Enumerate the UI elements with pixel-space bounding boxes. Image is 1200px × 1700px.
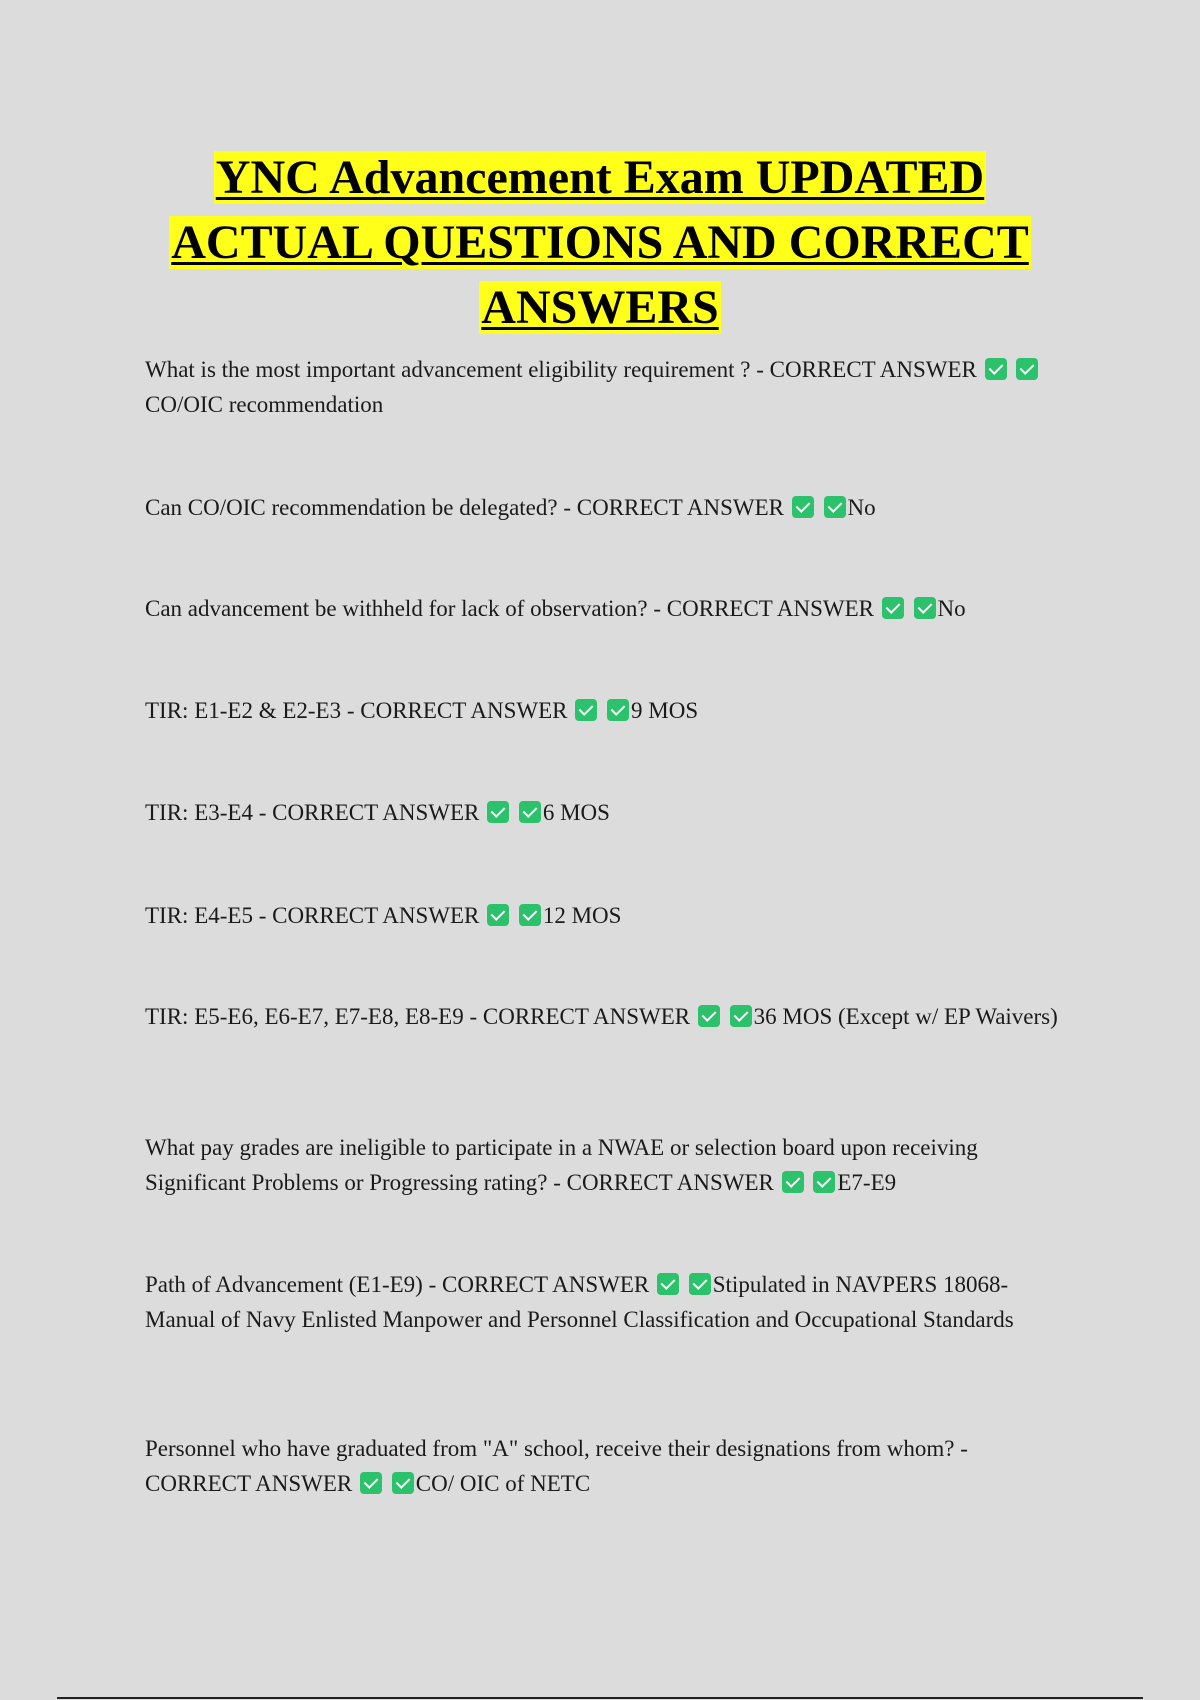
- qa-item-7: [145, 999, 1065, 1034]
- qa-item-5: [145, 795, 1065, 830]
- answer-text: 9 MOS: [631, 698, 699, 723]
- question-text: Can advancement be withheld for lack of observation? - CORRECT ANSWER: [145, 596, 875, 621]
- question-text: What pay grades are ineligible to participate in a NWAE or selection board upon receiving Significant Problems or Progressing rating? - CORRECT ANSWER: [145, 1135, 978, 1195]
- check-mark-icon: [824, 496, 846, 518]
- check-mark-icon: [698, 1005, 720, 1027]
- check-mark-icon: [519, 904, 541, 926]
- document-title: [145, 145, 1055, 340]
- qa-item-2: [145, 490, 1065, 525]
- check-mark-icon: [575, 699, 597, 721]
- document-title-text: YNC Advancement Exam UPDATED ACTUAL QUESTIONS AND CORRECT ANSWERS: [171, 151, 1029, 334]
- check-mark-icon: [487, 801, 509, 823]
- check-mark-icon: [392, 1472, 414, 1494]
- check-mark-icon: [360, 1472, 382, 1494]
- check-mark-icon: [813, 1171, 835, 1193]
- check-mark-icon: [689, 1273, 711, 1295]
- check-mark-icon: [1016, 358, 1038, 380]
- answer-text: Stipulated in NAVPERS 18068- Manual of Navy Enlisted Manpower and Personnel Classification and Occupational Standards: [145, 1272, 1014, 1332]
- question-text: TIR: E1-E2 & E2-E3 - CORRECT ANSWER: [145, 698, 568, 723]
- answer-text: 12 MOS: [542, 903, 622, 928]
- answer-text: CO/OIC recommendation: [145, 392, 384, 417]
- question-text: Can CO/OIC recommendation be delegated? - CORRECT ANSWER: [145, 495, 784, 520]
- qa-item-8: [145, 1130, 1065, 1200]
- check-mark-icon: [985, 358, 1007, 380]
- answer-text: 36 MOS (Except w/ EP Waivers): [753, 1004, 1058, 1029]
- question-text: TIR: E3-E4 - CORRECT ANSWER: [145, 800, 480, 825]
- check-mark-icon: [657, 1273, 679, 1295]
- check-mark-icon: [914, 597, 936, 619]
- answer-text: No: [937, 596, 966, 621]
- question-text: What is the most important advancement eligibility requirement ? - CORRECT ANSWER: [145, 357, 977, 382]
- qa-item-9: [145, 1267, 1065, 1337]
- qa-item-6: [145, 898, 1065, 933]
- answer-text: E7-E9: [837, 1170, 897, 1195]
- qa-item-10: [145, 1431, 1065, 1501]
- check-mark-icon: [487, 904, 509, 926]
- question-text: Personnel who have graduated from "A" school, receive their designations from whom? - CORRECT ANSWER: [145, 1436, 968, 1496]
- check-mark-icon: [792, 496, 814, 518]
- question-text: TIR: E4-E5 - CORRECT ANSWER: [145, 903, 480, 928]
- answer-text: No: [847, 495, 876, 520]
- answer-text: CO/ OIC of NETC: [415, 1471, 591, 1496]
- check-mark-icon: [730, 1005, 752, 1027]
- qa-item-4: [145, 693, 1065, 728]
- answer-text: 6 MOS: [542, 800, 610, 825]
- qa-item-1: [145, 352, 1065, 422]
- check-mark-icon: [519, 801, 541, 823]
- check-mark-icon: [607, 699, 629, 721]
- footer-divider: [57, 1697, 1143, 1699]
- question-text: Path of Advancement (E1-E9) - CORRECT ANSWER: [145, 1272, 650, 1297]
- check-mark-icon: [882, 597, 904, 619]
- check-mark-icon: [782, 1171, 804, 1193]
- qa-item-3: [145, 591, 1065, 626]
- question-text: TIR: E5-E6, E6-E7, E7-E8, E8-E9 - CORRECT ANSWER: [145, 1004, 691, 1029]
